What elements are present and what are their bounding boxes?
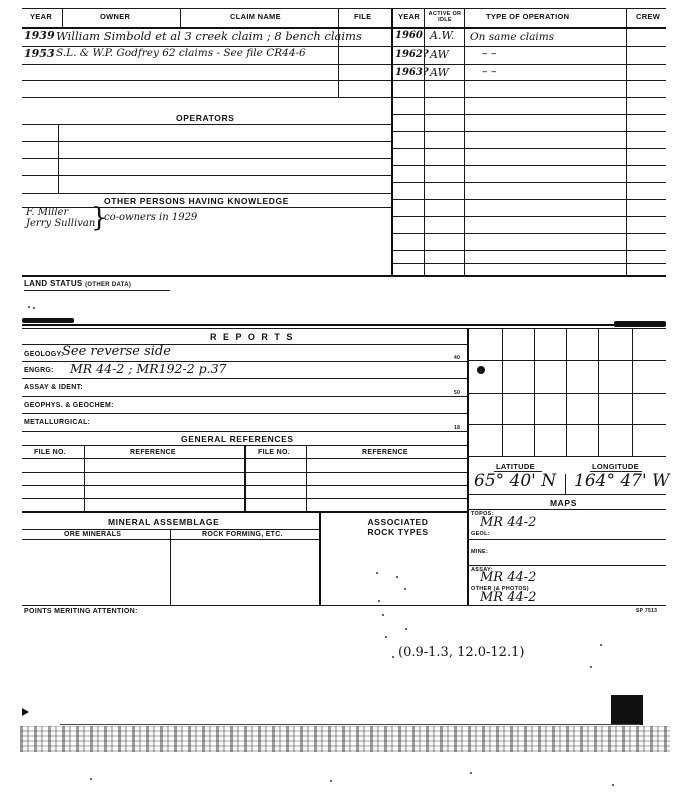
report-row-rule bbox=[22, 413, 468, 414]
rock-forming-header: ROCK FORMING, ETC. bbox=[202, 531, 283, 538]
gr-header-file-no-1: FILE NO. bbox=[34, 449, 66, 456]
maps-row-rule bbox=[467, 565, 666, 566]
owner-row-2-year: 1953 bbox=[24, 47, 55, 60]
report-assay-code: 50 bbox=[454, 390, 461, 396]
header-file: FILE bbox=[354, 12, 372, 21]
other-persons-rule bbox=[22, 207, 391, 208]
maps-title: MAPS bbox=[550, 498, 577, 508]
top-table-bottom bbox=[22, 275, 666, 277]
ops-row-2-type: – – bbox=[482, 47, 497, 60]
owner-row-1-text: William Simbold et al 3 creek claim ; 8 bench claims bbox=[56, 29, 362, 43]
scan-speck bbox=[396, 576, 398, 578]
mineral-assemblage-title: MINERAL ASSEMBLAGE bbox=[108, 517, 220, 527]
gr-header-file-no-2: FILE NO. bbox=[258, 449, 290, 456]
scan-speck bbox=[590, 666, 592, 668]
header-type-of-operation: TYPE OF OPERATION bbox=[486, 12, 570, 21]
owner-row-2-text: S.L. & W.P. Godfrey 62 claims - See file CR44-6 bbox=[56, 47, 306, 59]
top-border bbox=[22, 8, 666, 9]
ops-row-rule bbox=[391, 233, 666, 234]
report-geology-code: 40 bbox=[454, 355, 461, 361]
header-owner: OWNER bbox=[100, 12, 131, 21]
col-sep-claim bbox=[338, 8, 339, 98]
gr-col-sep bbox=[306, 445, 307, 512]
grid-row bbox=[467, 360, 666, 361]
header-claim-name: CLAIM NAME bbox=[230, 12, 281, 21]
operators-row-rule bbox=[22, 175, 391, 176]
form-number: SP 7513 bbox=[636, 608, 658, 614]
brace-glyph: } bbox=[91, 203, 108, 233]
reports-top-rule bbox=[22, 324, 666, 326]
header-active-idle: ACTIVE OR IDLE bbox=[428, 11, 462, 23]
other-persons-note: co-owners in 1929 bbox=[104, 212, 198, 223]
owner-row-rule bbox=[22, 64, 391, 65]
scan-speck bbox=[405, 628, 407, 630]
other-persons-title: OTHER PERSONS HAVING KNOWLEDGE bbox=[104, 196, 290, 206]
scan-speck bbox=[470, 772, 472, 774]
report-engrg-value: MR 44-2 ; MR192-2 p.37 bbox=[70, 361, 227, 376]
ops-row-rule bbox=[391, 80, 666, 81]
ops-row-3-status: AW bbox=[430, 66, 449, 79]
other-photos-label: OTHER (& PHOTOS) bbox=[471, 586, 529, 592]
header-crew: CREW bbox=[636, 12, 661, 21]
operators-col-sep bbox=[58, 124, 59, 194]
location-dot-icon bbox=[477, 366, 485, 374]
grid-col bbox=[502, 328, 503, 456]
reports-top-rule-thin bbox=[22, 328, 666, 329]
latitude-value: 65° 40' N bbox=[474, 471, 557, 491]
scan-speck bbox=[385, 636, 387, 638]
scan-speck bbox=[600, 644, 602, 646]
other-person-1: F. Miller bbox=[26, 207, 69, 218]
gr-row-rule bbox=[22, 498, 468, 499]
report-metallurgical-label: METALLURGICAL: bbox=[24, 419, 91, 426]
scan-speck bbox=[28, 306, 30, 308]
ops-row-rule bbox=[391, 114, 666, 115]
scan-speck bbox=[90, 778, 92, 780]
col-sep-owner bbox=[180, 8, 181, 28]
geol-label: GEOL: bbox=[471, 531, 490, 537]
ops-row-rule bbox=[391, 148, 666, 149]
report-metallurgical-code: 18 bbox=[454, 425, 461, 431]
land-status-label: LAND STATUS (OTHER DATA) bbox=[24, 279, 132, 288]
scan-noise-line bbox=[60, 724, 640, 725]
ore-minerals-header: ORE MINERALS bbox=[64, 531, 122, 538]
grid-col bbox=[598, 328, 599, 456]
mineral-col-sep bbox=[170, 529, 171, 606]
report-geology-value: See reverse side bbox=[62, 344, 171, 359]
assay-map-label: ASSAY: bbox=[471, 567, 493, 573]
col-sep-type bbox=[626, 8, 627, 276]
scan-speck bbox=[382, 614, 384, 616]
ops-row-rule bbox=[391, 182, 666, 183]
ops-row-rule bbox=[391, 64, 666, 65]
bottom-rule bbox=[22, 605, 666, 606]
pointer-triangle-icon bbox=[22, 708, 29, 716]
report-row-rule bbox=[22, 378, 468, 379]
assay-map-value: MR 44-2 bbox=[480, 570, 537, 585]
grid-row bbox=[467, 456, 666, 457]
gr-row-rule bbox=[22, 472, 468, 473]
operators-title: OPERATORS bbox=[176, 113, 235, 123]
ops-row-rule bbox=[391, 263, 666, 264]
gr-col-sep-mid bbox=[244, 445, 246, 512]
ops-row-rule bbox=[391, 199, 666, 200]
operators-row-rule bbox=[22, 158, 391, 159]
points-meriting-attention-label: POINTS MERITING ATTENTION: bbox=[24, 608, 138, 615]
col-sep-year bbox=[62, 8, 63, 28]
topos-label: TOPOS: bbox=[471, 511, 494, 517]
report-geology-label: GEOLOGY: bbox=[24, 351, 64, 358]
scan-speck bbox=[612, 784, 614, 786]
scan-speck bbox=[404, 588, 406, 590]
header-year-ops: YEAR bbox=[398, 12, 421, 21]
scan-black-block bbox=[611, 695, 643, 725]
header-year: YEAR bbox=[30, 12, 53, 21]
maps-top-rule bbox=[467, 494, 666, 495]
report-row-rule bbox=[22, 431, 468, 432]
ops-row-1-status: A.W. bbox=[430, 29, 455, 42]
ops-row-rule bbox=[391, 216, 666, 217]
mine-label: MINE: bbox=[471, 549, 489, 555]
scan-speck bbox=[330, 780, 332, 782]
land-status-underline bbox=[24, 290, 170, 291]
latitude-label: LATITUDE bbox=[496, 462, 535, 471]
scan-noise-band bbox=[20, 726, 670, 752]
operators-row-rule bbox=[22, 193, 391, 194]
reports-title: R E P O R T S bbox=[210, 332, 295, 342]
gr-bottom-rule bbox=[22, 511, 468, 513]
grid-col bbox=[566, 328, 567, 456]
coordinate-annotation: (0.9-1.3, 12.0-12.1) bbox=[398, 645, 525, 660]
report-engrg-label: ENGRG: bbox=[24, 367, 54, 374]
grid-row bbox=[467, 393, 666, 394]
longitude-label: LONGITUDE bbox=[592, 462, 639, 471]
gr-header-reference-1: REFERENCE bbox=[130, 449, 176, 456]
operators-rule bbox=[22, 124, 391, 125]
report-geophys-label: GEOPHYS. & GEOCHEM: bbox=[24, 402, 114, 409]
ops-row-rule bbox=[391, 97, 666, 98]
ops-row-1-type: On same claims bbox=[470, 31, 555, 43]
grid-row bbox=[467, 424, 666, 425]
operators-row-rule bbox=[22, 141, 391, 142]
scan-speck bbox=[378, 600, 380, 602]
owner-row-1-year: 1939 bbox=[24, 29, 55, 42]
ops-row-3-year: 1963? bbox=[395, 67, 429, 78]
scan-speck bbox=[392, 656, 394, 658]
owner-row-rule bbox=[22, 97, 391, 98]
mineral-header-rule bbox=[22, 539, 320, 540]
maps-row-rule bbox=[467, 539, 666, 540]
ops-row-rule bbox=[391, 46, 666, 47]
other-photos-value: MR 44-2 bbox=[480, 590, 537, 605]
gr-header-reference-2: REFERENCE bbox=[362, 449, 408, 456]
grid-col bbox=[632, 328, 633, 456]
owner-row-rule bbox=[22, 80, 391, 81]
general-references-title: GENERAL REFERENCES bbox=[181, 434, 294, 444]
other-person-2: Jerry Sullivan bbox=[26, 218, 96, 229]
longitude-value: 164° 47' W bbox=[574, 471, 670, 491]
ops-row-2-status: AW bbox=[430, 48, 449, 61]
maps-title-rule bbox=[467, 509, 666, 510]
assoc-rock-divider bbox=[319, 511, 321, 606]
gr-col-sep bbox=[84, 445, 85, 512]
col-sep-active bbox=[464, 8, 465, 276]
report-row-rule bbox=[22, 396, 468, 397]
ops-row-1-year: 1960 bbox=[395, 30, 423, 41]
topos-value: MR 44-2 bbox=[480, 515, 537, 530]
gr-row-rule bbox=[22, 485, 468, 486]
scan-smudge bbox=[22, 318, 74, 323]
grid-col bbox=[534, 328, 535, 456]
lat-long-sep bbox=[565, 474, 566, 494]
ops-row-rule bbox=[391, 165, 666, 166]
ops-row-2-year: 1962? bbox=[395, 49, 429, 60]
divider-main bbox=[391, 8, 393, 276]
report-assay-label: ASSAY & IDENT: bbox=[24, 384, 84, 391]
scan-speck bbox=[33, 307, 35, 309]
ops-row-rule bbox=[391, 131, 666, 132]
associated-rock-types-title: ASSOCIATED ROCK TYPES bbox=[367, 517, 429, 537]
scan-speck bbox=[376, 572, 378, 574]
mineral-assemblage-rule bbox=[22, 529, 320, 530]
ops-row-rule bbox=[391, 250, 666, 251]
ops-row-3-type: – – bbox=[482, 65, 497, 78]
